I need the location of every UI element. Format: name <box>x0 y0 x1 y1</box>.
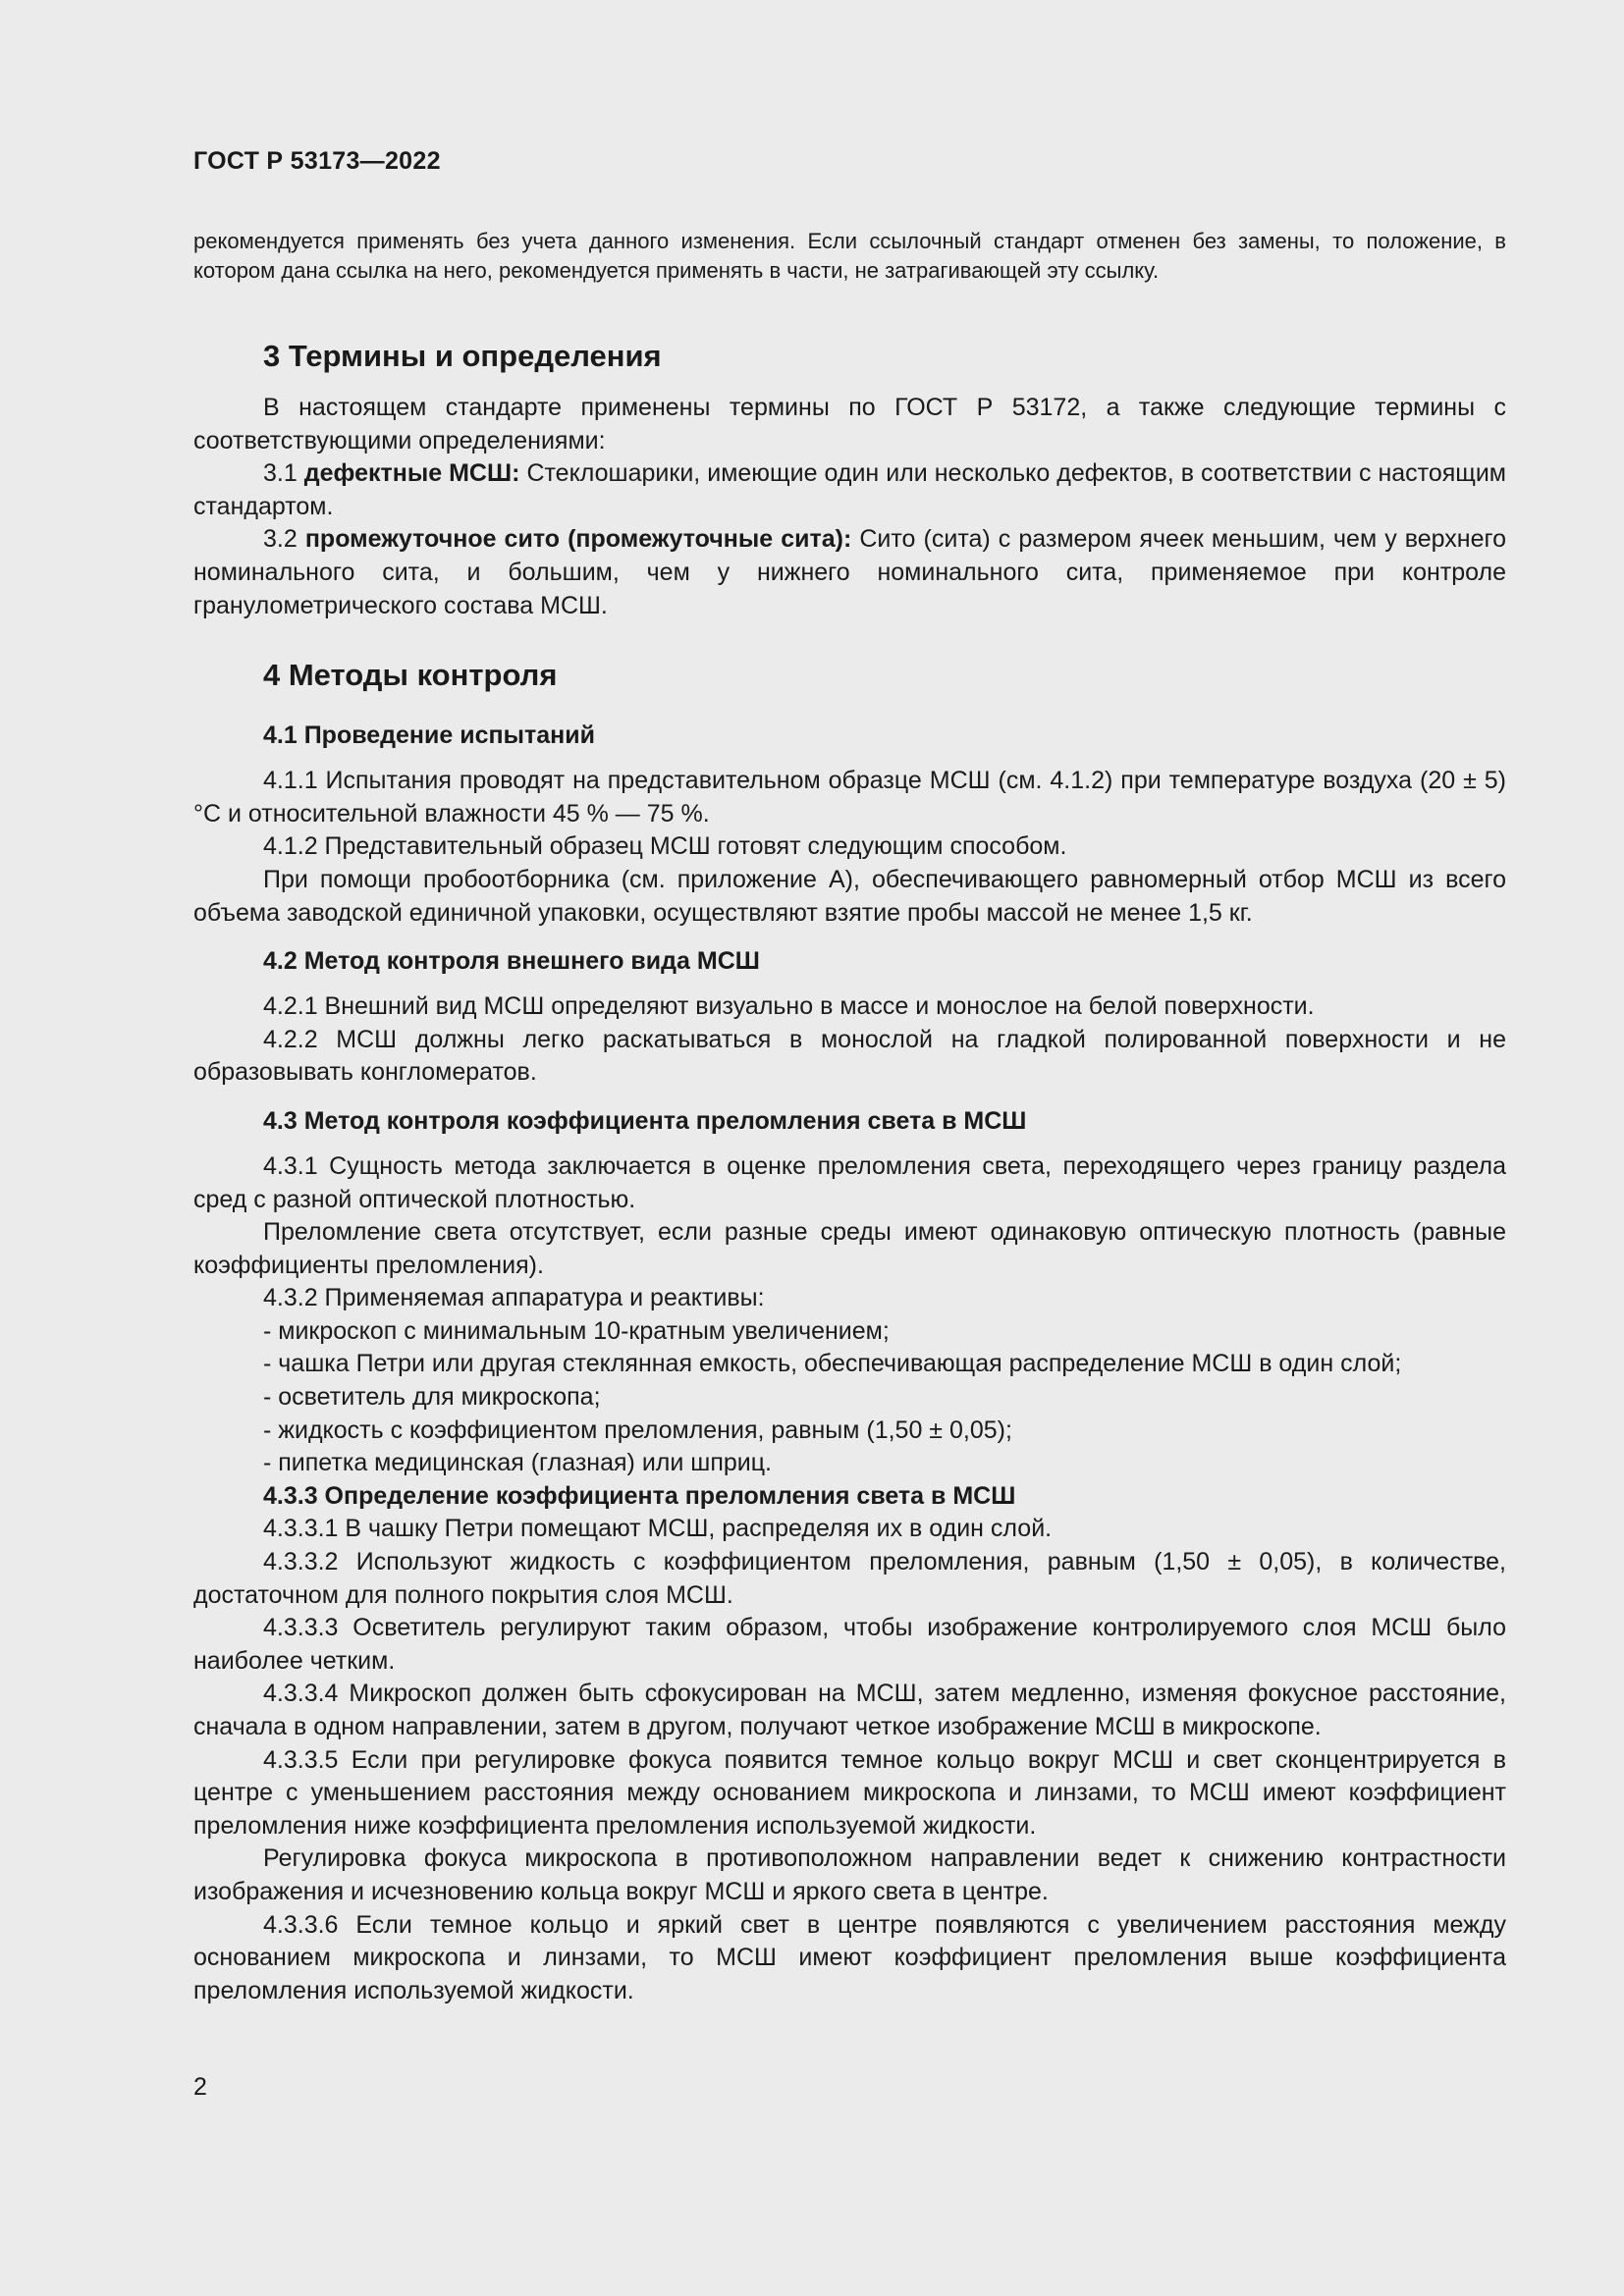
term-text: Стеклошарики, имеющие один или несколько дефектов, в соответствии с настоящим стандартом. <box>193 459 1506 520</box>
paragraph-4-1-1: 4.1.1 Испытания проводят на представительном образце МСШ (см. 4.1.2) при температуре воздуха (20 ± 5) °С и относительной влажности 45 % — 75 %. <box>193 767 1506 828</box>
subsection-4-2-title: 4.2 Метод контроля внешнего вида МСШ <box>263 947 760 976</box>
section-4-title: 4 Методы контроля <box>263 658 558 693</box>
paragraph-4-3-3-1: 4.3.3.1 В чашку Петри помещают МСШ, распределяя их в один слой. <box>263 1515 1053 1543</box>
term-name: дефектные МСШ: <box>303 459 520 488</box>
term-name: промежуточное сито (промежуточные сита): <box>304 525 852 554</box>
paragraph-4-3-3-2: 4.3.3.2 Используют жидкость с коэффициентом преломления, равным (1,50 ± 0,05), в количестве, достаточном для полного покрытия слоя МСШ. <box>193 1548 1506 1609</box>
term-number: 3.1 <box>263 459 304 488</box>
section-3-title: 3 Термины и определения <box>263 339 662 373</box>
paragraph-4-1-2: 4.1.2 Представительный образец МСШ готовят следующим способом. <box>263 832 1067 861</box>
paragraph-4-3-3-4: 4.3.3.4 Микроскоп должен быть сфокусирован на МСШ, затем медленно, изменяя фокусное расстояние, сначала в одном направлении, затем в другом, получают четкое изображение МСШ в микроскопе. <box>193 1680 1506 1740</box>
list-item: - микроскоп с минимальным 10-кратным увеличением; <box>263 1316 890 1345</box>
page-content <box>193 147 1506 2007</box>
term-definition-3-2 <box>193 523 1506 622</box>
paragraph-4-3-3-5: 4.3.3.5 Если при регулировке фокуса появится темное кольцо вокруг МСШ и свет сконцентрируется в центре с уменьшением расстояния между основанием микроскопа и линзами, то МСШ имеют коэффициент преломления ниже коэффициента преломления используемой жидкости. <box>193 1745 1506 1840</box>
subsection-4-3-title: 4.3 Метод контроля коэффициента преломления света в МСШ <box>263 1106 1027 1135</box>
page-number: 2 <box>193 2073 207 2101</box>
list-item: - чашка Петри или другая стеклянная емкость, обеспечивающая распределение МСШ в один слой; <box>263 1350 1402 1378</box>
paragraph-4-3-2: 4.3.2 Применяемая аппаратура и реактивы: <box>263 1284 765 1312</box>
list-item: - пипетка медицинская (глазная) или шприц. <box>263 1449 773 1477</box>
paragraph-4-3-1: 4.3.1 Сущность метода заключается в оценке преломления света, переходящего через границу раздела сред с разной оптической плотностью. <box>193 1151 1506 1213</box>
paragraph-focus-adjustment: Регулировка фокуса микроскопа в противоположном направлении ведет к снижению контрастности изображения и исчезновению кольца вокруг МСШ и яркого света в центре. <box>193 1844 1506 1905</box>
paragraph-4-1-2-sampling: При помощи пробоотборника (см. приложение А), обеспечивающего равномерный отбор МСШ из всего объема заводской единичной упаковки, осуществляют взятие пробы массой не менее 1,5 кг. <box>193 865 1506 927</box>
paragraph-4-2-1: 4.2.1 Внешний вид МСШ определяют визуально в массе и монослое на белой поверхности. <box>263 992 1315 1021</box>
paragraph-refraction-note: Преломление света отсутствует, если разные среды имеют одинаковую оптическую плотность (равные коэффициенты преломления). <box>193 1218 1506 1279</box>
paragraph-4-3-3-6: 4.3.3.6 Если темное кольцо и яркий свет в центре появляются с увеличением расстояния между основанием микроскопа и линзами, то МСШ имеют коэффициент преломления выше коэффициента преломления используемой жидкости. <box>193 1910 1506 2004</box>
intro-paragraph: рекомендуется применять без учета данного изменения. Если ссылочный стандарт отменен без замены, то положение, в котором дана ссылка на него, рекомендуется применять в части, не затрагивающей эту ссылку. <box>193 229 1506 283</box>
term-number: 3.2 <box>263 525 305 554</box>
list-item: - жидкость с коэффициентом преломления, равным (1,50 ± 0,05); <box>263 1415 1012 1444</box>
subsection-4-3-3-title: 4.3.3 Определение коэффициента преломления света в МСШ <box>263 1481 1016 1510</box>
section-3-paragraph: В настоящем стандарте применены термины по ГОСТ Р 53172, а также следующие термины с соответствующими определениями: <box>193 394 1506 454</box>
paragraph-4-3-3-3: 4.3.3.3 Осветитель регулируют таким образом, чтобы изображение контролируемого слоя МСШ было наиболее четким. <box>193 1614 1506 1675</box>
paragraph-4-2-2: 4.2.2 МСШ должны легко раскатываться в монослой на гладкой полированной поверхности и не образовывать конгломератов. <box>193 1025 1506 1087</box>
list-item: - осветитель для микроскопа; <box>263 1383 601 1412</box>
term-text: Сито (сита) с размером ячеек меньшим, чем у верхнего номинального сита, и большим, чем у нижнего номинального сита, применяемое при контроле гранулометрического состава МСШ. <box>193 525 1506 619</box>
subsection-4-1-title: 4.1 Проведение испытаний <box>263 721 595 750</box>
term-definition-3-1 <box>193 457 1506 523</box>
document-header: ГОСТ Р 53173—2022 <box>193 147 441 175</box>
